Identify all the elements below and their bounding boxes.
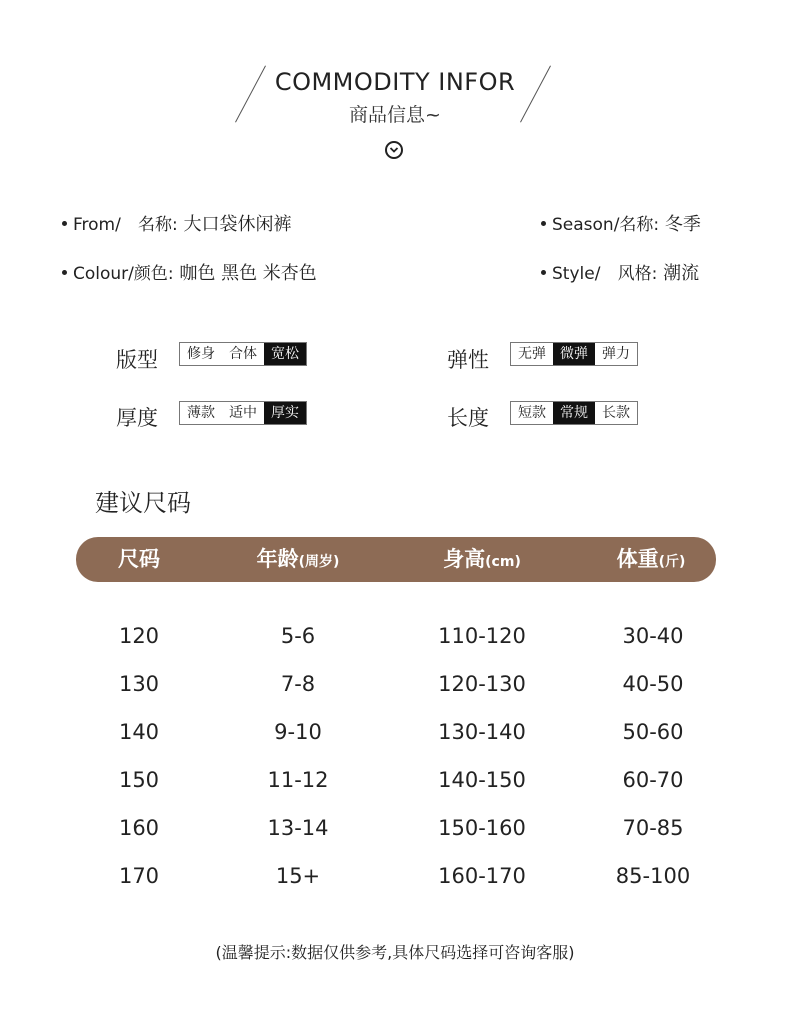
length-option: 长款 [602,405,630,421]
fit-option: 宽松 [264,343,306,365]
cell-age: 9-10 [274,720,322,744]
table-row [0,765,790,795]
colour-value: 咖色 黑色 米杏色 [179,263,317,284]
thickness-option: 薄款 [187,405,215,421]
fit-option: 合体 [229,346,257,362]
cell-age: 11-12 [267,768,329,792]
page-title-en: COMMODITY INFOR [274,68,516,96]
size-note: (温馨提示:数据仅供参考,具体尺码选择可咨询客服) [215,943,575,962]
fit-label: 版型 [116,348,158,372]
cell-height: 160-170 [438,864,526,888]
name-label: 名称: [138,215,178,235]
season-value: 冬季 [664,214,701,235]
name-value: 大口袋休闲裤 [183,214,292,235]
cell-height: 130-140 [438,720,526,744]
table-row [0,669,790,699]
fit-options [179,342,307,366]
bullet-dot [62,270,67,275]
thickness-option: 适中 [229,405,257,421]
info-from [62,210,292,236]
table-row [0,717,790,747]
cell-weight: 40-50 [622,672,684,696]
thickness-options [179,401,307,425]
cell-weight: 50-60 [622,720,684,744]
info-colour [62,259,317,285]
cell-height: 150-160 [438,816,526,840]
cell-age: 15+ [275,864,321,888]
cell-weight: 30-40 [622,624,684,648]
table-row [0,813,790,843]
elasticity-option: 无弹 [518,346,546,362]
table-row [0,621,790,651]
header-weight-unit: (斤) [658,554,686,570]
season-key: Season/名称: [552,215,660,235]
header-size: 尺码 [118,547,160,571]
fit-option: 修身 [187,346,215,362]
style-value: 潮流 [663,263,700,284]
size-table-header [76,537,716,582]
cell-age: 13-14 [267,816,329,840]
info-style [541,259,699,285]
cell-size: 120 [118,624,160,648]
thickness-label: 厚度 [116,406,158,430]
header-weight: 体重(斤) [616,547,686,571]
elasticity-option: 弹力 [602,346,630,362]
cell-size: 160 [118,816,160,840]
length-label: 长度 [447,406,489,430]
cell-height: 120-130 [438,672,526,696]
header-age: 年龄(周岁) [256,547,340,571]
thickness-option: 厚实 [264,402,306,424]
elasticity-label: 弹性 [447,348,489,372]
cell-weight: 70-85 [622,816,684,840]
cell-size: 140 [118,720,160,744]
page-title-cn: 商品信息~ [349,104,441,126]
style-key: Style/ [552,264,601,284]
header-height: 身高(cm) [443,547,521,571]
cell-height: 110-120 [438,624,526,648]
cell-height: 140-150 [438,768,526,792]
elasticity-options [510,342,638,366]
header-height-unit: (cm) [485,554,521,570]
info-season [541,210,701,236]
length-option: 短款 [518,405,546,421]
length-option: 常规 [553,402,595,424]
table-row [0,861,790,891]
size-section-title: 建议尺码 [95,489,191,517]
chevron-down-icon [385,141,403,159]
bullet-dot [541,221,546,226]
cell-size: 150 [118,768,160,792]
from-key: From/ [73,215,121,235]
cell-age: 5-6 [280,624,316,648]
bullet-dot [62,221,67,226]
cell-weight: 60-70 [622,768,684,792]
bullet-dot [541,270,546,275]
elasticity-option: 微弹 [553,343,595,365]
cell-age: 7-8 [280,672,316,696]
header-age-unit: (周岁) [298,554,340,570]
style-label: 风格: [617,264,658,284]
colour-key: Colour/颜色: [73,264,174,284]
cell-weight: 85-100 [615,864,691,888]
cell-size: 170 [118,864,160,888]
length-options [510,401,638,425]
cell-size: 130 [118,672,160,696]
